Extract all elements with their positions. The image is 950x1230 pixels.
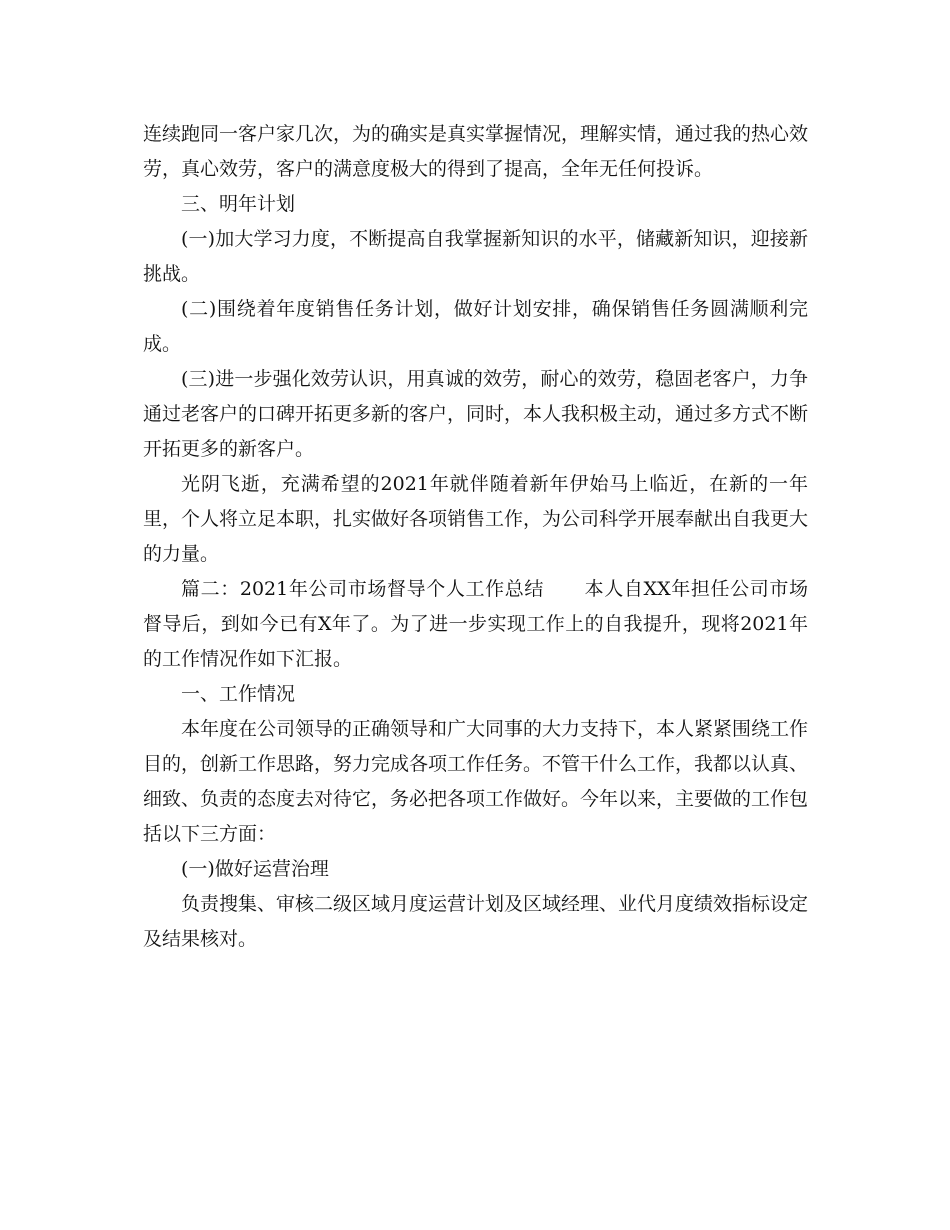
paragraph-continued: 连续跑同一客户家几次，为的确实是真实掌握情况，理解实情，通过我的热心效劳，真心效劳，客户的满意度极大的得到了提高，全年无任何投诉。: [143, 123, 809, 180]
work-status-paragraph: 本年度在公司领导的正确领导和广大同事的大力支持下，本人紧紧围绕工作目的，创新工作思路，努力完成各项工作任务。不管干什么工作，我都以认真、细致、负责的态度去对待它，务必把各项工作做好。今年以来，主要做的工作包括以下三方面：: [143, 718, 809, 845]
document-body: [143, 117, 808, 957]
article-2-intro: 本人自XX年担任公司市场督导后，到如今已有X年了。为了进一步实现工作上的自我提升，现将2021年的工作情况作如下汇报。: [143, 578, 808, 670]
section-heading-work-status: 一、工作情况: [181, 683, 296, 705]
plan-item-2: (二)围绕着年度销售任务计划，做好计划安排，确保销售任务圆满顺利完成。: [143, 298, 808, 355]
subsection-heading-operations: (一)做好运营治理: [181, 858, 329, 880]
plan-item-1: (一)加大学习力度，不断提高自我掌握新知识的水平，储藏新知识，迎接新挑战。: [143, 228, 808, 285]
article-2-title: 篇二：2021年公司市场督导个人工作总结: [181, 578, 545, 600]
closing-paragraph: 光阴飞逝，充满希望的2021年就伴随着新年伊始马上临近，在新的一年里，个人将立足本职，扎实做好各项销售工作，为公司科学开展奉献出自我更大的力量。: [143, 473, 809, 565]
plan-item-3: (三)进一步强化效劳认识，用真诚的效劳，耐心的效劳，稳固老客户，力争通过老客户的口碑开拓更多新的客户，同时，本人我积极主动，通过多方式不断开拓更多的新客户。: [143, 368, 809, 460]
operations-paragraph: 负责搜集、审核二级区域月度运营计划及区域经理、业代月度绩效指标设定及结果核对。: [143, 893, 809, 950]
article-2-opening: [143, 572, 808, 677]
section-heading-next-year-plan: 三、明年计划: [181, 193, 296, 215]
